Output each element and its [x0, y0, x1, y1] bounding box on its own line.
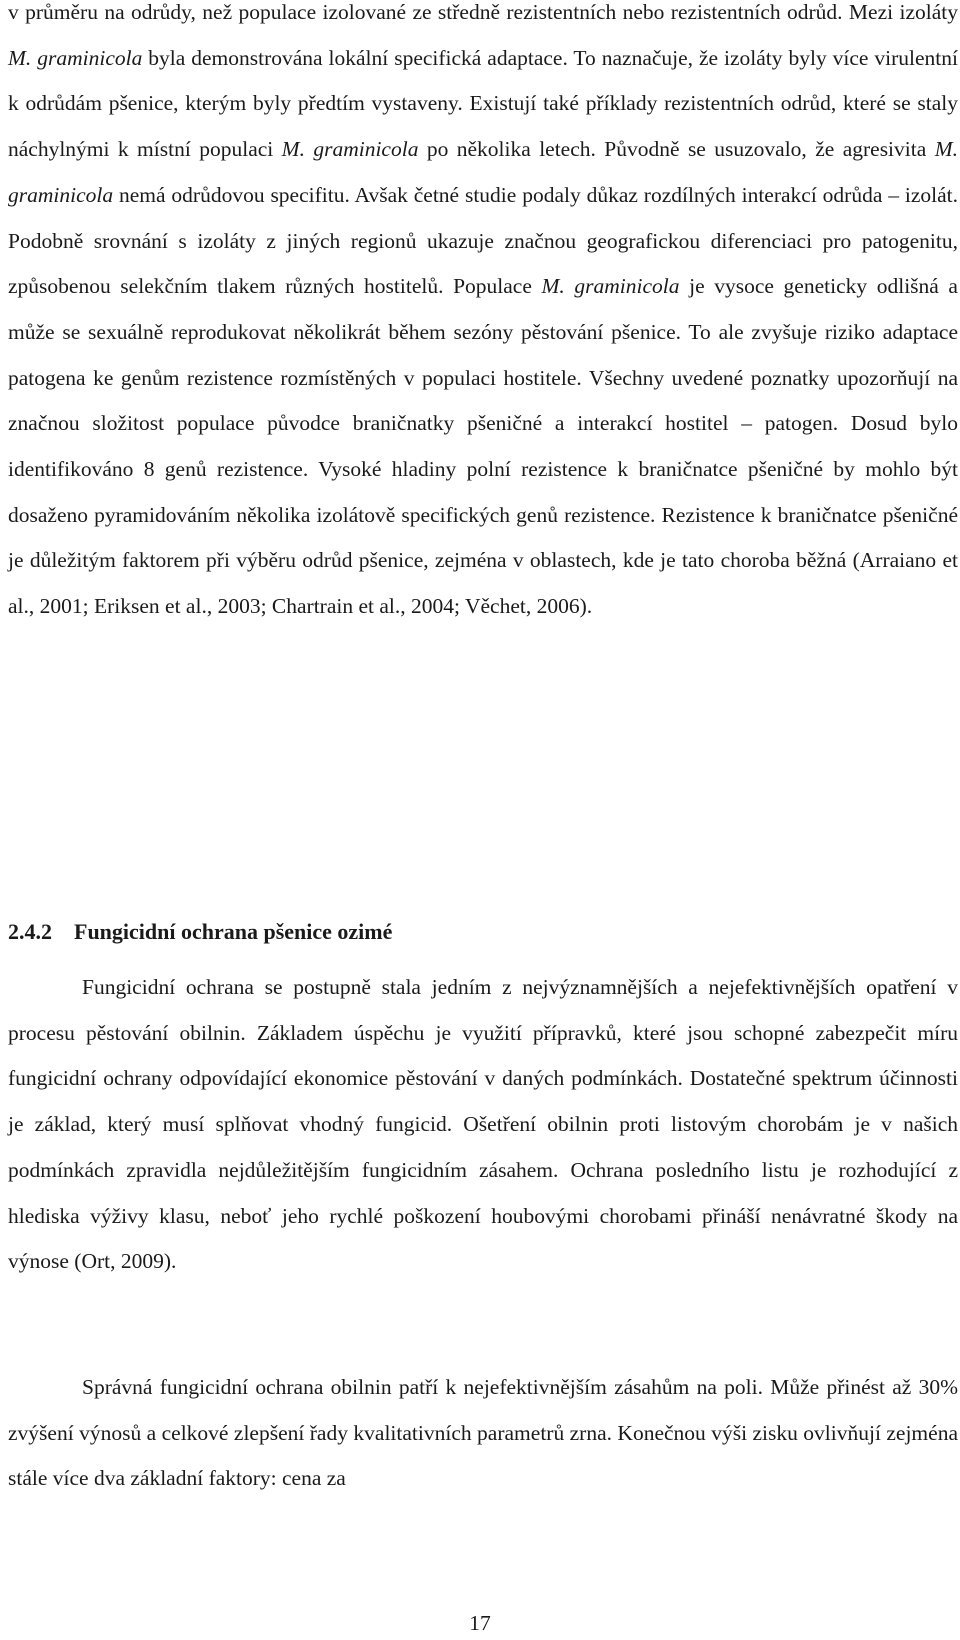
paragraph-septoria-resistance	[8, 0, 958, 630]
paragraph-correct-fungicide: Správná fungicidní ochrana obilnin patří k nejefektivnějším zásahům na poli. Může přinést až 30% zvýšení výnosů a celkové zlepšení řady kvalitativních parametrů zrna. Konečnou výši zisku ovlivňují zejména stále více dva základní faktory: cena za	[8, 1375, 958, 1491]
paragraph-text-segment: v průměru na odrůdy, než populace izolované ze středně rezistentních nebo rezistentních odrůd. Mezi izoláty	[8, 0, 958, 24]
paragraph-text-segment: je vysoce geneticky odlišná a může se sexuálně reprodukovat několikrát během sezóny pěstování pšenice. To ale zvyšuje riziko adaptace patogena ke genům rezistence rozmístěných v populaci hostitele. Všechny uvedené poznatky upozorňují na značnou složitost populace původce braničnatky pšeničné a interakcí hostitel – patogen. Dosud bylo identifikováno 8 genů rezistence. Vysoké hladiny polní rezistence k braničnatce pšeničné by mohlo být dosaženo pyramidováním několika izolátově specifických genů rezistence. Rezistence k braničnatce pšeničné je důležitým faktorem při výběru odrůd pšenice, zejména v oblastech, kde je tato choroba běžná (Arraiano et al., 2001; Eriksen et al., 2003; Chartrain et al., 2004; Věchet, 2006).	[8, 274, 958, 619]
species-name-italic: M. graminicola	[8, 137, 958, 207]
section-number: 2.4.2	[8, 919, 52, 944]
species-name-italic: M. graminicola	[8, 45, 143, 70]
page-number: 17	[469, 1611, 491, 1635]
paragraph-fungicide-protection: Fungicidní ochrana se postupně stala jedním z nejvýznamnějších a nejefektivnějších opatření v procesu pěstování obilnin. Základem úspěchu je využití přípravků, které jsou schopné zabezpečit míru fungicidní ochrany odpovídající ekonomice pěstování v daných podmínkách. Dostatečné spektrum účinnosti je základ, který musí splňovat vhodný fungicid. Ošetření obilnin proti listovým chorobám je v našich podmínkách zpravidla nejdůležitějším fungicidním zásahem. Ochrana posledního listu je rozhodující z hlediska výživy klasu, neboť jeho rychlé poškození houbovými chorobami přináší nenávratné škody na výnose (Ort, 2009).	[8, 975, 958, 1274]
species-name-italic: M. graminicola	[281, 137, 419, 162]
paragraph-text-segment: po několika letech. Původně se usuzovalo, že agresivita	[418, 137, 935, 162]
section-heading	[8, 919, 392, 945]
section-title: Fungicidní ochrana pšenice ozimé	[74, 919, 393, 944]
species-name-italic: M. graminicola	[541, 274, 680, 299]
paragraph-text-segment: byla demonstrována lokální specifická adaptace. To naznačuje, že izoláty byly více virulentní k odrůdám pšenice, kterým byly předtím vystaveny. Existují také příklady rezistentních odrůd, které se staly náchylnými k místní populaci	[8, 45, 958, 162]
paragraph-text-segment: nemá odrůdovou specifitu. Avšak četné studie podaly důkaz rozdílných interakcí odrůda – izolát. Podobně srovnání s izoláty z jiných regionů ukazuje značnou geografickou diferenciaci pro patogenitu, způsobenou selekčním tlakem různých hostitelů. Populace	[8, 182, 958, 299]
